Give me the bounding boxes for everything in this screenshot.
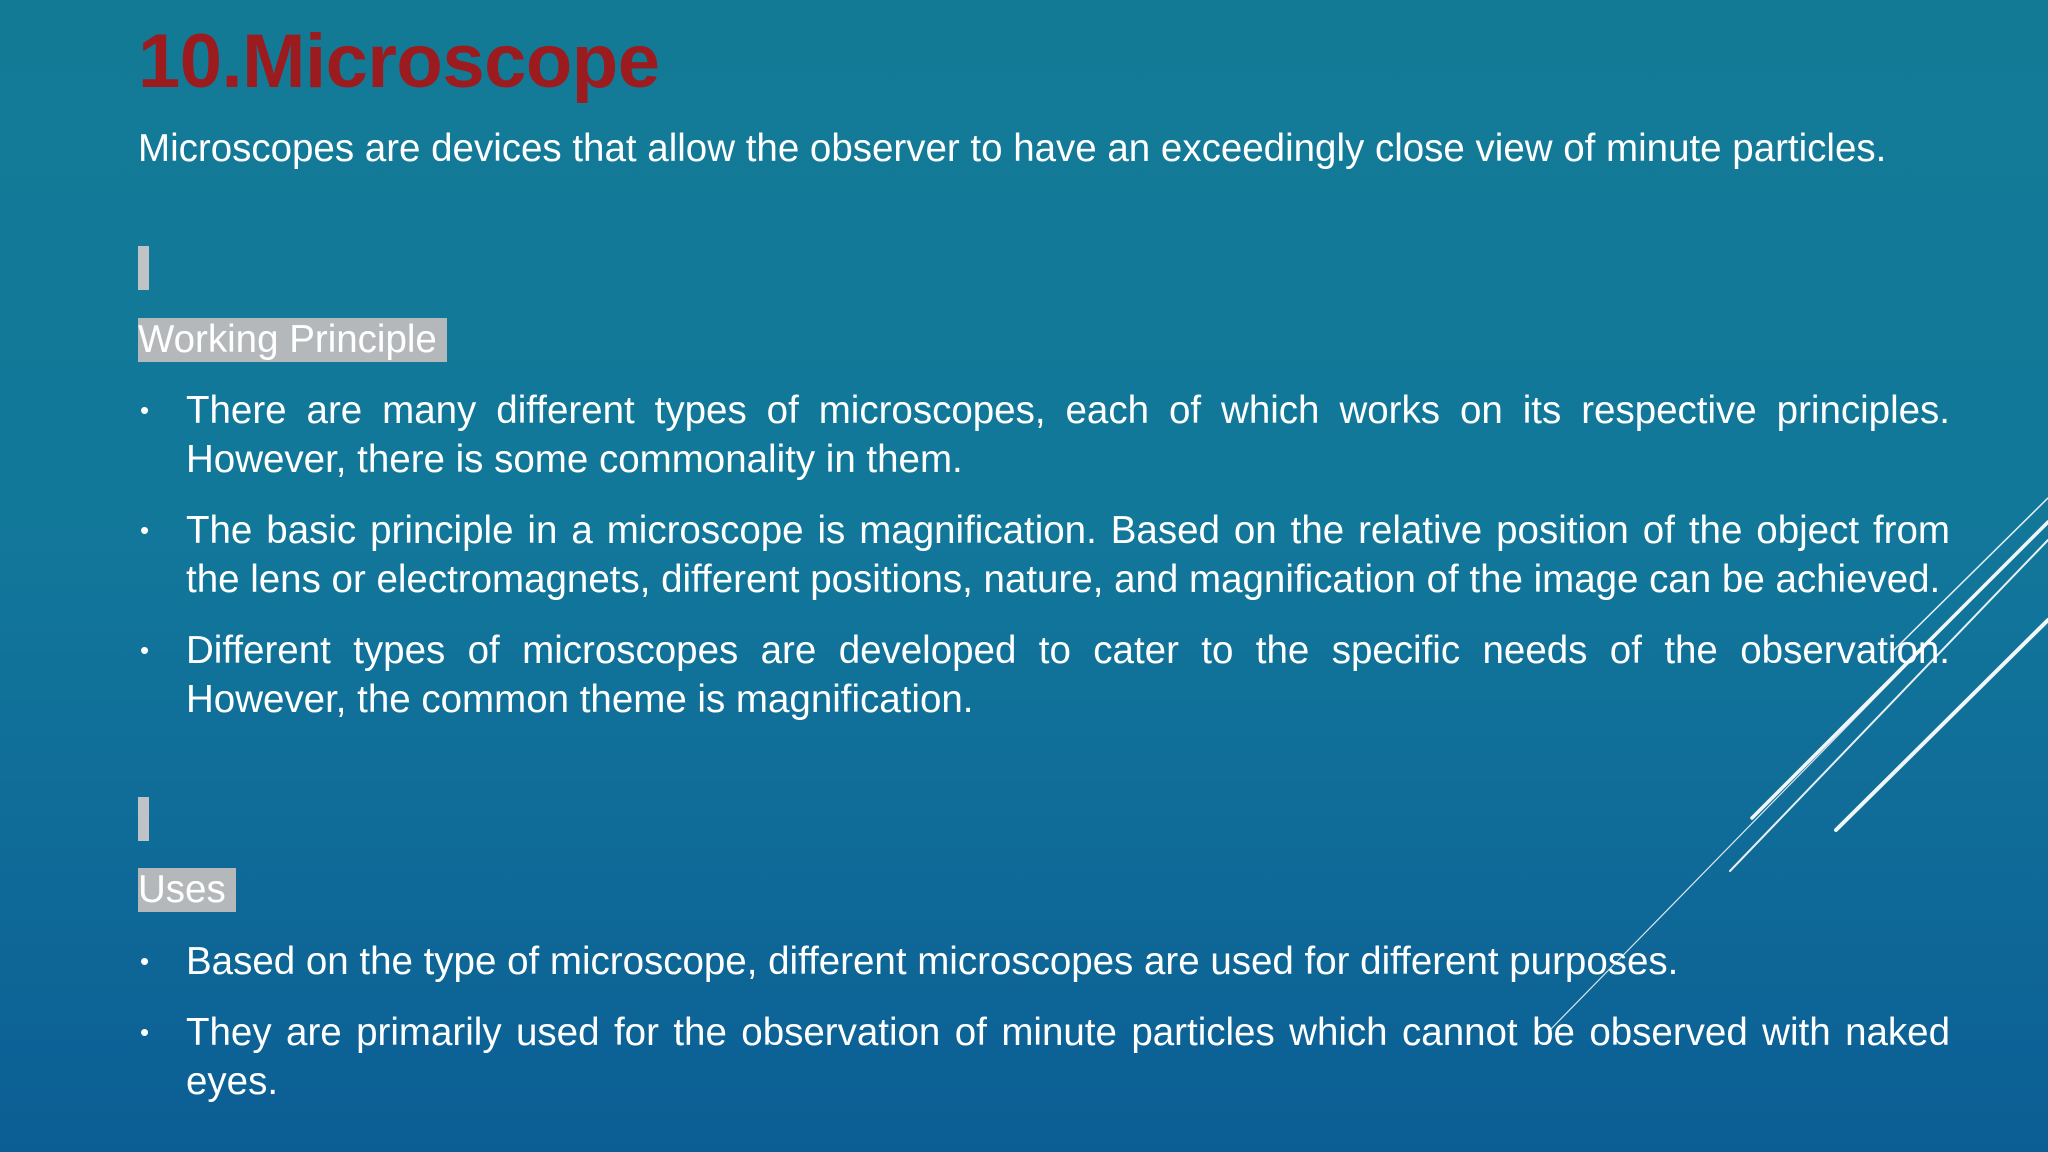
bullet-icon: • — [140, 635, 150, 665]
list-item-text: The basic principle in a microscope is magnification. Based on the relative position of the object from the lens or electromagnets, different positions, nature, and magnification of the image can be achieved. — [186, 509, 1950, 601]
section-marker — [138, 246, 149, 290]
bullet-icon: • — [140, 946, 150, 976]
list-item — [138, 626, 1950, 724]
list-item-text: They are primarily used for the observation of minute particles which cannot be observed with naked eyes. — [186, 1011, 1950, 1103]
bullet-icon: • — [140, 1017, 150, 1047]
list-item-text: There are many different types of microscopes, each of which works on its respective principles. However, there is some commonality in them. — [186, 389, 1950, 481]
bullet-icon: • — [140, 515, 150, 545]
section-heading-uses: Uses — [138, 868, 236, 912]
bullet-icon: • — [140, 395, 150, 425]
list-item-text: Different types of microscopes are developed to cater to the specific needs of the observation. However, the common theme is magnification. — [186, 629, 1950, 721]
list-item — [138, 937, 1950, 986]
list-item — [138, 386, 1950, 484]
section-heading-working-principle: Working Principle — [138, 318, 447, 362]
list-item — [138, 1008, 1950, 1106]
list-item-text: Based on the type of microscope, different microscopes are used for different purposes. — [186, 940, 1679, 983]
uses-list — [138, 937, 1950, 1128]
list-item — [138, 506, 1950, 604]
slide-title: 10.Microscope — [138, 19, 660, 104]
section-marker — [138, 797, 149, 841]
working-principle-list — [138, 386, 1950, 746]
intro-paragraph: Microscopes are devices that allow the observer to have an exceedingly close view of minute particles. — [138, 127, 1887, 170]
